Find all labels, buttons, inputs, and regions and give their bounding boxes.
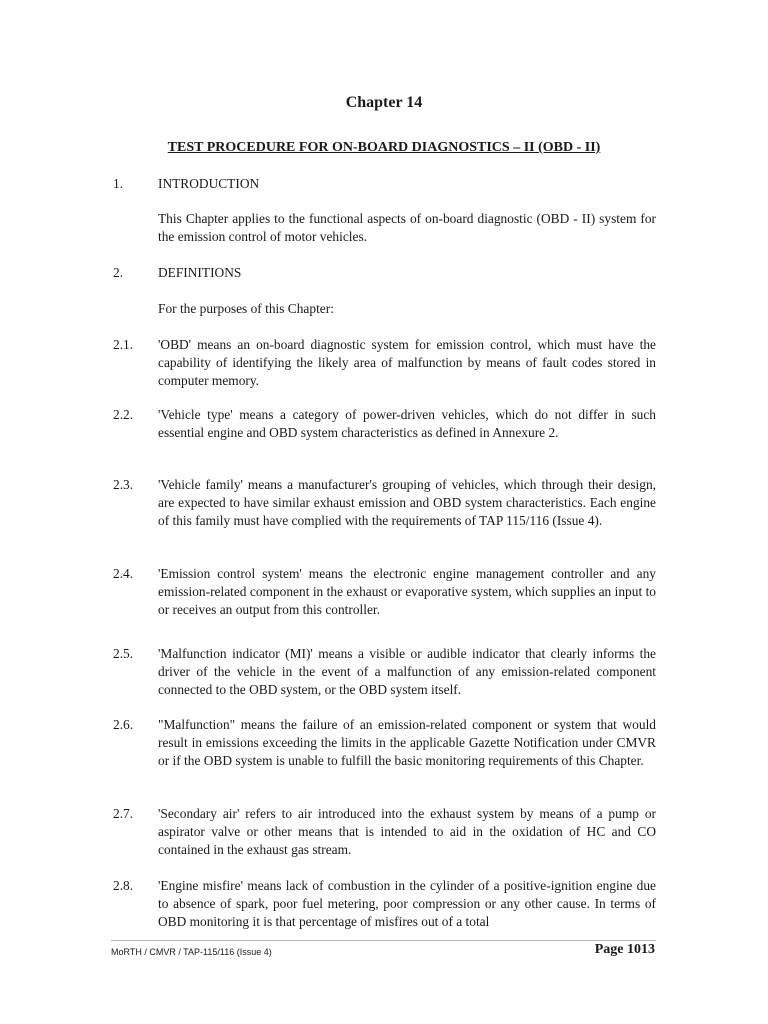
definition-2-1 (113, 336, 656, 390)
section-number: 2.2. (113, 407, 134, 422)
section-heading: INTRODUCTION (158, 176, 260, 191)
page-number: Page 1013 (594, 942, 655, 957)
paragraph-text: 'OBD' means an on-board diagnostic system for emission control, which must have the capability of identifying the likely area of malfunction by means of fault codes stored in computer memory. (158, 337, 656, 388)
definitions-intro (113, 300, 656, 318)
definition-2-3 (113, 476, 656, 530)
section-number: 1. (113, 176, 124, 191)
section-number: 2.5. (113, 646, 134, 661)
footer-reference: MoRTH / CMVR / TAP-115/116 (Issue 4) (111, 947, 272, 957)
paragraph-text: 'Secondary air' refers to air introduced into the exhaust system by means of a pump or aspirator valve or other means that is intended to aid in the oxidation of HC and CO contained in the exhaust gas stream. (158, 806, 656, 857)
paragraph-text: 'Malfunction indicator (MI)' means a visible or audible indicator that clearly informs the driver of the vehicle in the event of a malfunction of any emission-related component connected to the OBD system, or the OBD system itself. (158, 646, 656, 697)
section-number: 2.8. (113, 878, 134, 893)
paragraph-text: For the purposes of this Chapter: (158, 301, 334, 316)
paragraph-text: 'Engine misfire' means lack of combustion in the cylinder of a positive-ignition engine due to absence of spark, poor fuel metering, poor compression or any other cause. In terms of OBD monitoring it is that percentage of misfires out of a total (158, 878, 656, 929)
definition-2-4 (113, 565, 656, 619)
paragraph-text: 'Vehicle family' means a manufacturer's grouping of vehicles, which through their design, are expected to have similar exhaust emission and OBD system characteristics. Each engine of this family must have complied with the requirements of TAP 115/116 (Issue 4). (158, 477, 656, 528)
intro-paragraph (113, 210, 656, 246)
definition-2-5 (113, 645, 656, 699)
definition-2-6 (113, 716, 656, 770)
section-number: 2.6. (113, 717, 134, 732)
section-2 (113, 264, 656, 282)
section-number: 2.3. (113, 477, 134, 492)
paragraph-text: 'Vehicle type' means a category of power-driven vehicles, which do not differ in such essential engine and OBD system characteristics as defined in Annexure 2. (158, 407, 656, 440)
chapter-heading: Chapter 14 (345, 94, 423, 111)
definition-2-8 (113, 877, 656, 931)
footer-divider (111, 940, 656, 941)
paragraph-text: 'Emission control system' means the electronic engine management controller and any emission-related component in the exhaust or evaporative system, which supplies an input to or receives an output from this controller. (158, 566, 656, 617)
section-number: 2.1. (113, 337, 134, 352)
paragraph-text: "Malfunction" means the failure of an emission-related component or system that would result in emissions exceeding the limits in the applicable Gazette Notification under CMVR or if the OBD system is unable to fulfill the basic monitoring requirements of this Chapter. (158, 717, 656, 768)
paragraph-text: This Chapter applies to the functional aspects of on-board diagnostic (OBD - II) system for the emission control of motor vehicles. (158, 211, 656, 244)
section-number: 2. (113, 265, 124, 280)
section-1 (113, 175, 656, 193)
section-heading: DEFINITIONS (158, 265, 242, 280)
definition-2-7 (113, 805, 656, 859)
section-number: 2.7. (113, 806, 134, 821)
section-number: 2.4. (113, 566, 134, 581)
document-title: TEST PROCEDURE FOR ON-BOARD DIAGNOSTICS – II (OBD - II) (167, 140, 601, 155)
definition-2-2 (113, 406, 656, 442)
